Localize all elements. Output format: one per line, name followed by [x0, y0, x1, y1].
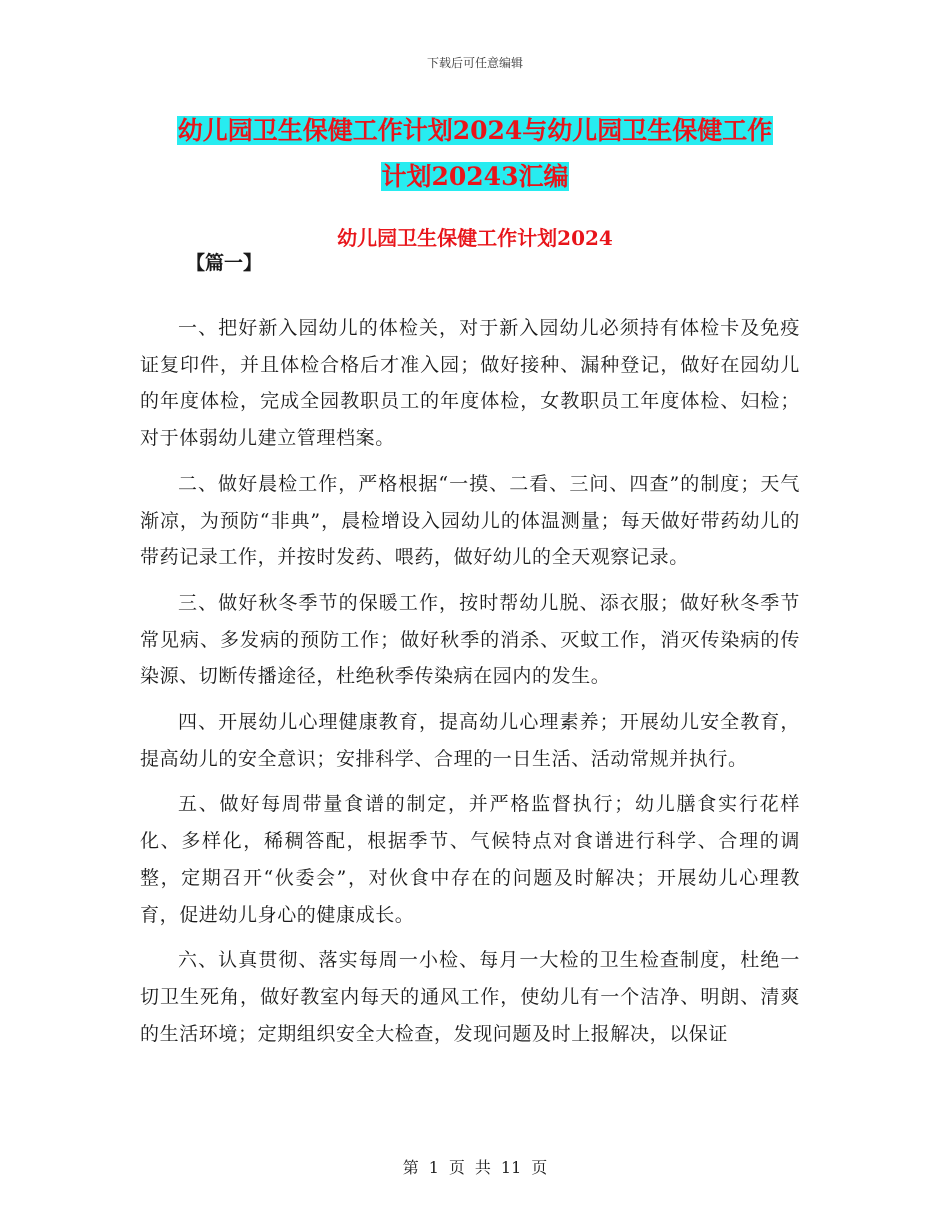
body-text — [140, 310, 800, 1061]
footer-page-mid: 页 — [448, 1158, 465, 1177]
document-title-line-1: 幼儿园卫生保健工作计划2024与幼儿园卫生保健工作 — [177, 116, 773, 145]
section-heading: 幼儿园卫生保健工作计划2024 — [337, 226, 613, 250]
part-label: 【篇一】 — [186, 252, 263, 274]
header-note: 下载后可任意编辑 — [426, 56, 523, 70]
paragraph-4: 四、开展幼儿心理健康教育，提高幼儿心理素养；开展幼儿安全教育，提高幼儿的安全意识；安排科学、合理的一日生活、活动常规并执行。 — [140, 711, 800, 770]
paragraph-5: 五、做好每周带量食谱的制定，并严格监督执行；幼儿膳食实行花样化、多样化，稀稠答配，根据季节、气候特点对食谱进行科学、合理的调整，定期召开“伙委会”，对伙食中存在的问题及时解决；开展幼儿心理教育，促进幼儿身心的健康成长。 — [140, 793, 800, 926]
paragraph-3: 三、做好秋冬季节的保暖工作，按时帮幼儿脱、添衣服；做好秋冬季节常见病、多发病的预防工作；做好秋季的消杀、灭蚊工作，消灭传染病的传染源、切断传播途径，杜绝秋季传染病在园内的发生。 — [140, 591, 800, 688]
footer-page-prefix: 第 — [402, 1158, 419, 1177]
footer-total-prefix: 共 — [474, 1158, 491, 1177]
paragraph-1: 一、把好新入园幼儿的体检关，对于新入园幼儿必须持有体检卡及免疫证复印件，并且体检合格后才准入园；做好接种、漏种登记，做好在园幼儿的年度体检，完成全园教职员工的年度体检，女教职员工年度体检、妇检；对于体弱幼儿建立管理档案。 — [140, 317, 800, 450]
paragraph-2: 二、做好晨检工作，严格根据“一摸、二看、三问、四查”的制度；天气渐凉，为预防“非典”，晨检增设入园幼儿的体温测量；每天做好带药幼儿的带药记录工作，并按时发药、喂药，做好幼儿的全天观察记录。 — [140, 472, 800, 569]
page-footer — [0, 1155, 950, 1178]
footer-total-pages: 11 — [500, 1158, 522, 1177]
footer-page-number: 1 — [428, 1158, 439, 1177]
paragraph-6: 六、认真贯彻、落实每周一小检、每月一大检的卫生检查制度，杜绝一切卫生死角，做好教室内每天的通风工作，使幼儿有一个洁净、明朗、清爽的生活环境；定期组织安全大检查，发现问题及时上报解决，以保证 — [140, 949, 800, 1045]
document-title-line-2: 计划20243汇编 — [381, 162, 569, 191]
document-title — [0, 108, 950, 200]
footer-page-suffix: 页 — [531, 1158, 548, 1177]
